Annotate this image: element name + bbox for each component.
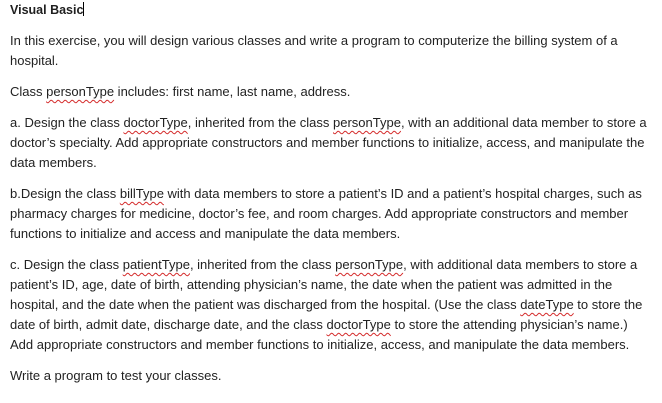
text-run: to store the attending physician’s name.) Add appropriate constructors and member functions to initialize, access, and manipulate the data members. — [10, 317, 630, 352]
text-run: Write a program to test your classes. — [10, 368, 222, 383]
text-run: to store the date of birth, admit date, discharge date, and the class — [10, 297, 643, 332]
text-run: In this exercise, you will design various classes and write a program to computerize the billing system of a hospital. — [10, 33, 618, 68]
class-name-person-type: personType — [335, 257, 404, 272]
document-title — [10, 2, 650, 18]
text-run: a. Design the class — [10, 115, 124, 130]
text-run: , with additional data members to store a patient’s ID, age, date of birth, attending physician’s name, the date when the patient was admitted in the hospital, and the date when the patient was discharged from the hospital. (Use the class — [10, 257, 638, 312]
text-run: b.Design the class — [10, 186, 120, 201]
class-name-bill-type: billType — [119, 186, 164, 201]
class-name-date-type: dateType — [520, 297, 574, 312]
text-run: , inherited from the class — [189, 257, 336, 272]
paragraph-intro — [10, 31, 650, 71]
text-run: , with an additional data member to store a doctor’s specialty. Add appropriate constructors and member functions to initialize, access, and manipulate the data members. — [10, 115, 647, 170]
paragraph-bill-type — [10, 184, 650, 244]
text-cursor — [83, 2, 84, 16]
paragraph-test-program — [10, 366, 650, 386]
class-name-person-type: personType — [46, 84, 115, 99]
class-name-person-type: personType — [333, 115, 401, 130]
paragraph-doctor-type — [10, 113, 650, 173]
class-name-doctor-type: doctorType — [326, 317, 391, 332]
text-run: includes: first name, last name, address. — [114, 84, 351, 99]
paragraph-person-type — [10, 82, 650, 102]
class-name-doctor-type: doctorType — [123, 115, 188, 130]
text-run: c. Design the class — [10, 257, 123, 272]
text-run: , inherited from the class — [187, 115, 334, 130]
text-run: Class — [10, 84, 47, 99]
text-run: with data members to store a patient’s ID and a patient’s hospital charges, such as pharmacy charges for medicine, doctor’s fee, and room charges. Add appropriate constructors and member functions to initialize and access and manipulate the data members. — [10, 186, 642, 241]
document-page — [10, 0, 650, 397]
paragraph-patient-type — [10, 255, 650, 355]
title-text: Visual Basic — [10, 3, 84, 17]
class-name-patient-type: patientType — [122, 257, 190, 272]
